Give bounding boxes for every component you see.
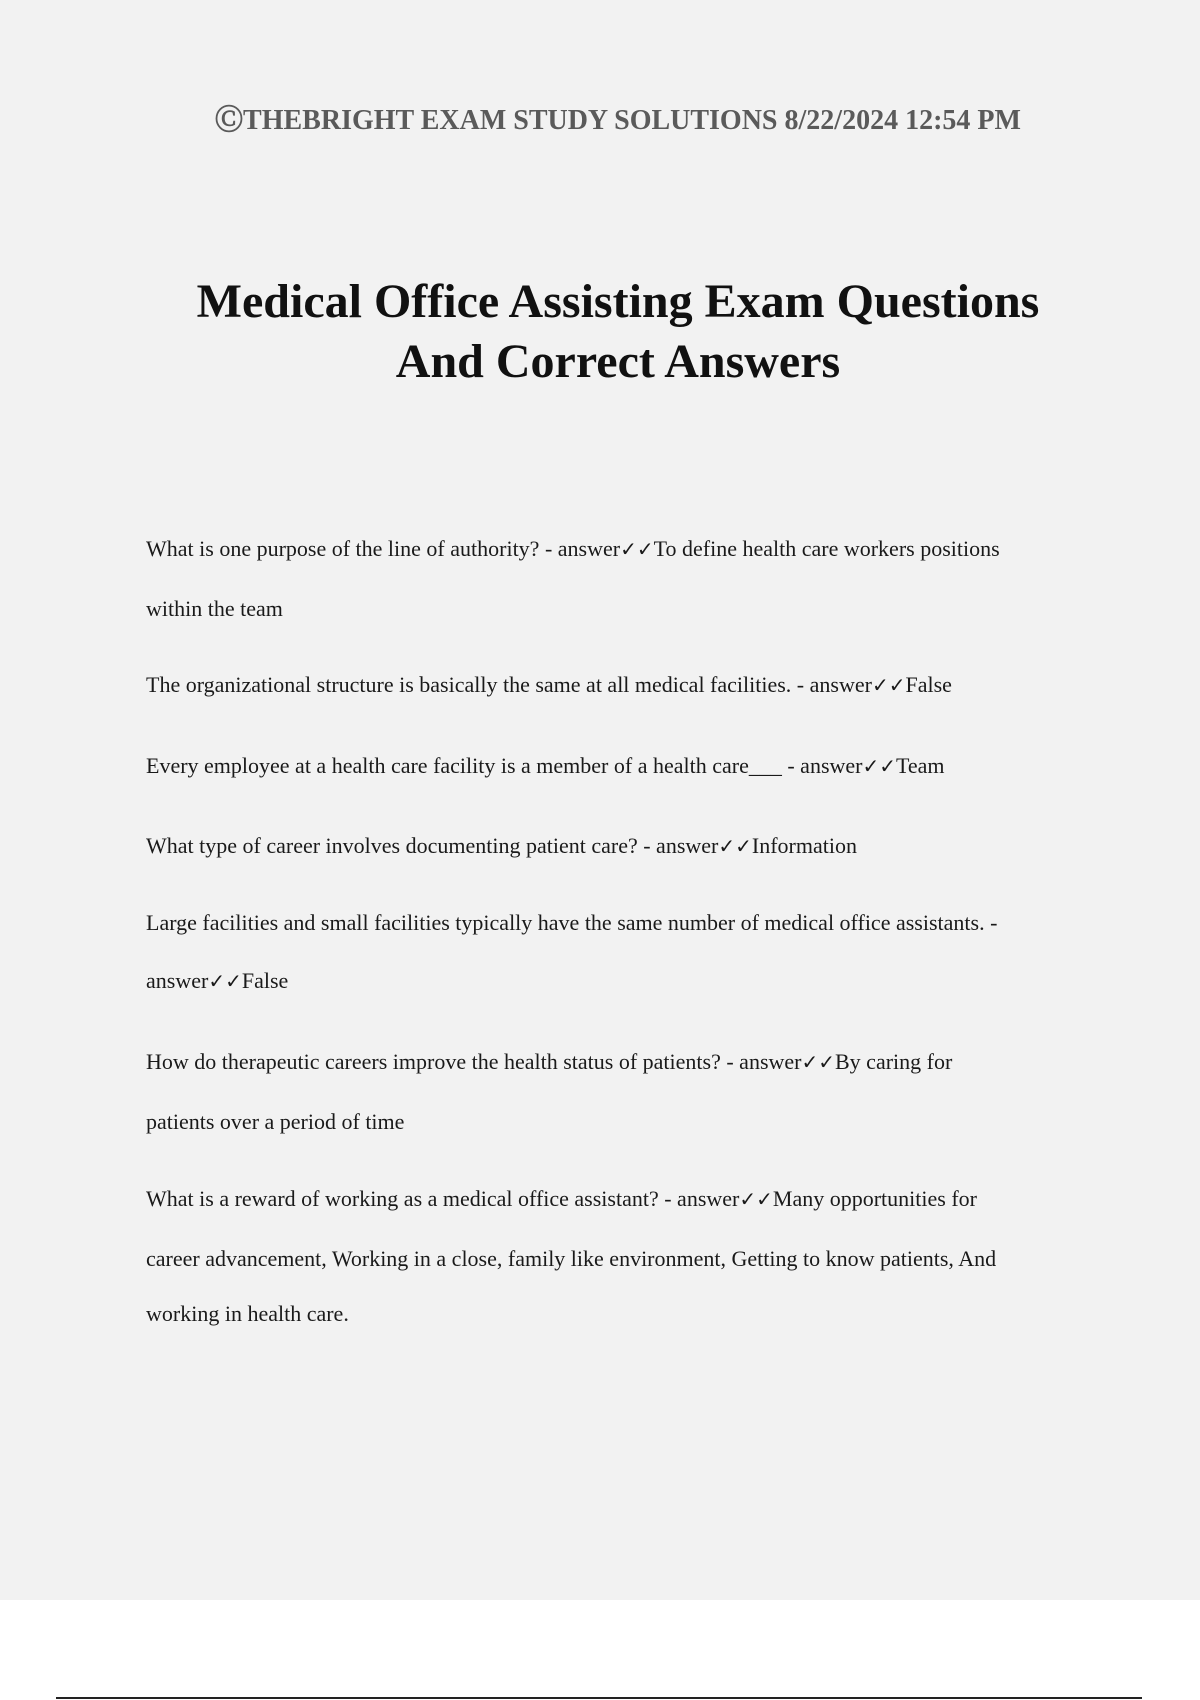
qa-line — [146, 1049, 952, 1075]
qa-line — [146, 672, 952, 698]
question-text: What is a reward of working as a medical office assistant? - answer — [146, 1186, 740, 1211]
question-text: What is one purpose of the line of authority? - answer — [146, 536, 621, 561]
page-header: ⒸTHEBRIGHT EXAM STUDY SOLUTIONS 8/22/2024 12:54 PM — [215, 105, 1021, 136]
question-text: What type of career involves documenting patient care? - answer — [146, 833, 719, 858]
check-icon: ✓✓ — [620, 537, 654, 561]
footer-divider — [56, 1697, 1142, 1699]
question-text: How do therapeutic careers improve the health status of patients? - answer — [146, 1049, 802, 1074]
qa-line: working in health care. — [146, 1301, 349, 1326]
qa-line: career advancement, Working in a close, family like environment, Getting to know patients, And — [146, 1246, 997, 1271]
check-icon: ✓✓ — [739, 1187, 773, 1211]
qa-line — [146, 968, 288, 994]
answer-text: Information — [751, 833, 857, 858]
document-title — [100, 272, 1136, 392]
answer-text: By caring for — [835, 1049, 953, 1074]
qa-line: patients over a period of time — [146, 1109, 405, 1134]
answer-text: False — [241, 968, 289, 993]
qa-line — [146, 1186, 977, 1212]
title-line-1: Medical Office Assisting Exam Questions — [196, 275, 1040, 328]
qa-line: within the team — [146, 596, 283, 621]
question-text: Every employee at a health care facility is a member of a health care___ - answer — [146, 753, 863, 778]
title-line-2: And Correct Answers — [395, 335, 841, 388]
qa-line — [146, 833, 857, 859]
answer-text: False — [905, 672, 952, 697]
question-text: answer — [146, 968, 209, 993]
qa-line: Large facilities and small facilities typically have the same number of medical office assistants. - — [146, 910, 998, 935]
check-icon: ✓✓ — [718, 834, 752, 858]
check-icon: ✓✓ — [871, 673, 906, 697]
answer-text: To define health care workers positions — [653, 536, 1000, 561]
check-icon: ✓✓ — [208, 969, 242, 993]
answer-text: Many opportunities for — [772, 1186, 977, 1211]
check-icon: ✓✓ — [801, 1050, 835, 1074]
qa-line — [146, 753, 945, 779]
question-text: The organizational structure is basically the same at all medical facilities. - answer — [146, 672, 872, 697]
qa-line — [146, 536, 1000, 562]
answer-text: Team — [896, 753, 945, 778]
check-icon: ✓✓ — [862, 754, 896, 778]
